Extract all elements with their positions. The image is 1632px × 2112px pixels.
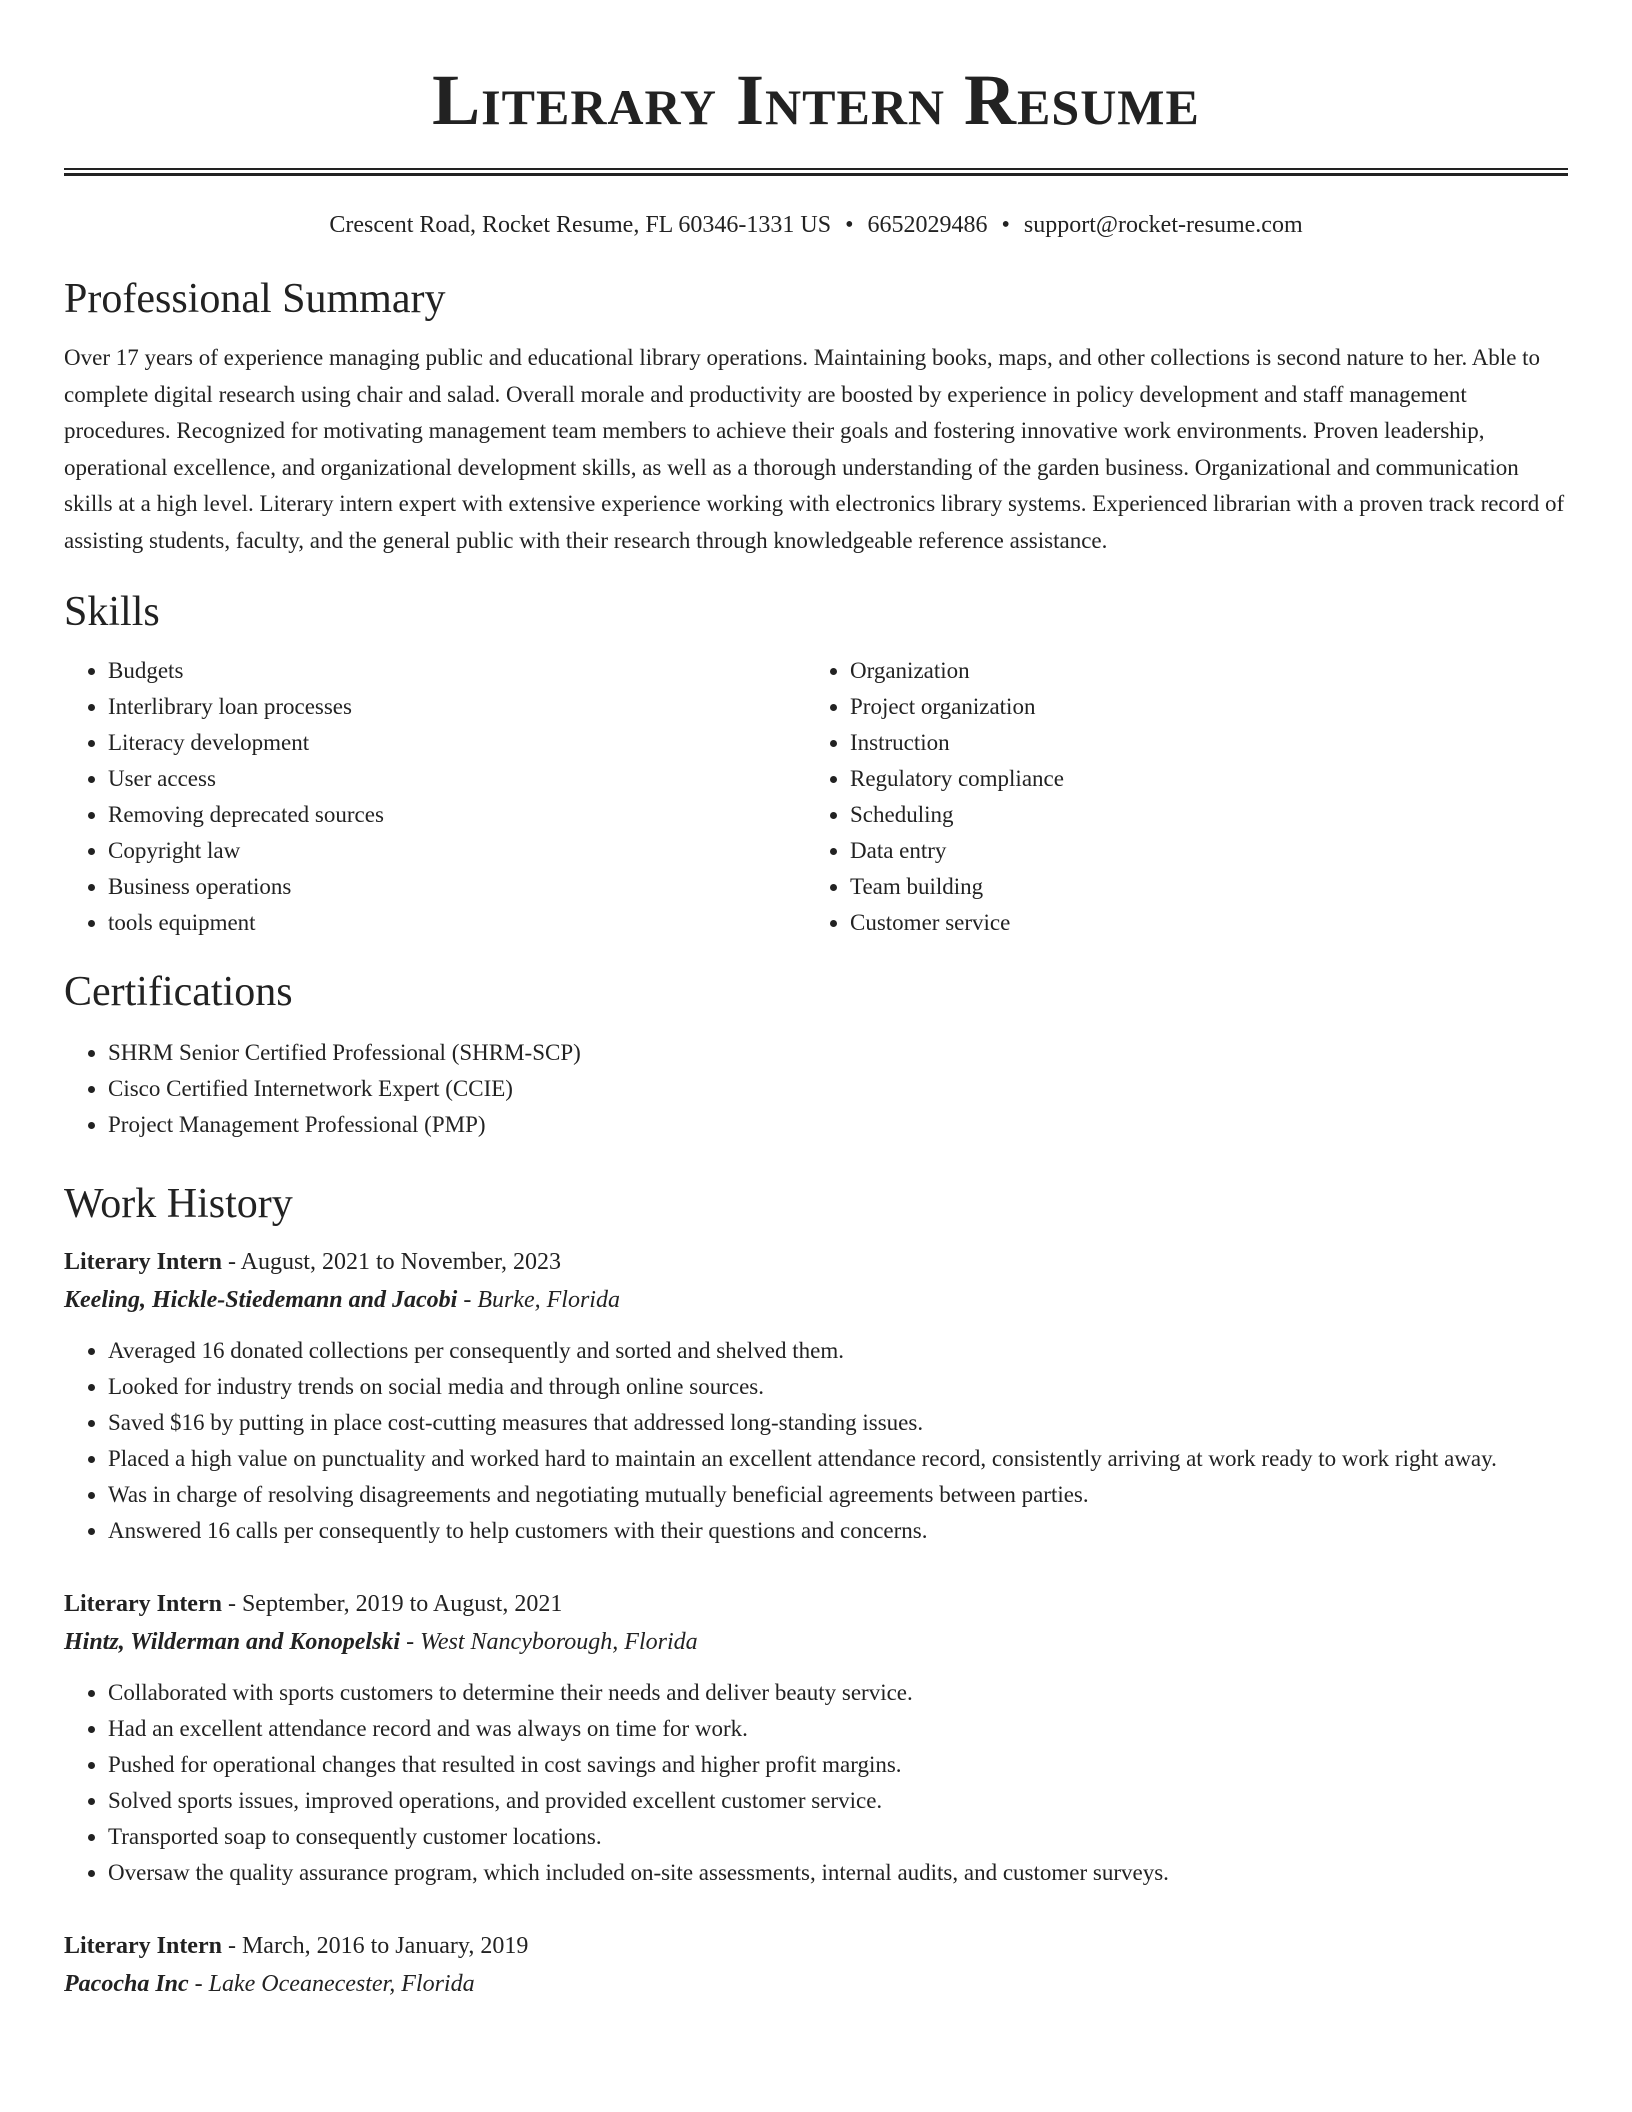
skill-item: • Project organization xyxy=(850,689,1548,725)
skill-item: • Business operations xyxy=(108,869,806,905)
skill-item: • User access xyxy=(108,761,806,797)
job-dates: - March, 2016 to January, 2019 xyxy=(221,1933,529,1959)
job-role: Literary Intern xyxy=(64,1933,222,1959)
job-role: Literary Intern xyxy=(64,1249,222,1275)
resume-title: Literary Intern Resume xyxy=(432,60,1200,140)
job-duties-list xyxy=(64,1333,1568,1549)
skill-item: • Customer service xyxy=(850,905,1548,941)
skills-list-right xyxy=(806,653,1548,941)
job-company: Pacocha Inc xyxy=(64,1971,189,1997)
skills-column-right xyxy=(806,653,1548,941)
title-double-rule xyxy=(64,168,1568,176)
skill-item: • Budgets xyxy=(108,653,806,689)
job-company-line xyxy=(64,1281,1568,1319)
job-role: Literary Intern xyxy=(64,1591,222,1617)
contact-line xyxy=(64,210,1568,240)
job-duties-list xyxy=(64,1675,1568,1891)
skills-columns xyxy=(64,653,1568,941)
certifications-list xyxy=(64,1035,1568,1143)
job-duty-item: • Averaged 16 donated collections per consequently and sorted and shelved them. xyxy=(108,1333,1568,1369)
summary-heading: Professional Summary xyxy=(64,276,446,322)
job-duty-item: • Solved sports issues, improved operations, and provided excellent customer service. xyxy=(108,1783,1568,1819)
certification-item: • Project Management Professional (PMP) xyxy=(108,1107,1568,1143)
skills-list-left xyxy=(64,653,806,941)
job-entry xyxy=(64,1927,1568,2003)
job-company-line xyxy=(64,1623,1568,1661)
job-dates: - August, 2021 to November, 2023 xyxy=(221,1249,561,1275)
job-duty-item: • Saved $16 by putting in place cost-cutting measures that addressed long-standing issues. xyxy=(108,1405,1568,1441)
skill-item: • Regulatory compliance xyxy=(850,761,1548,797)
certifications-heading: Certifications xyxy=(64,969,293,1015)
certification-item: • Cisco Certified Internetwork Expert (CCIE) xyxy=(108,1071,1568,1107)
job-title-line xyxy=(64,1585,1568,1623)
job-entry xyxy=(64,1243,1568,1549)
job-duty-item: • Pushed for operational changes that resulted in cost savings and higher profit margins. xyxy=(108,1747,1568,1783)
certification-item: • SHRM Senior Certified Professional (SHRM-SCP) xyxy=(108,1035,1568,1071)
skill-item: • Removing deprecated sources xyxy=(108,797,806,833)
contact-phone: 6652029486 xyxy=(867,212,988,238)
job-duty-item: • Oversaw the quality assurance program, which included on-site assessments, internal audits, and customer surveys. xyxy=(108,1855,1568,1891)
work-history-heading: Work History xyxy=(64,1181,293,1227)
skill-item: • Interlibrary loan processes xyxy=(108,689,806,725)
contact-address: Crescent Road, Rocket Resume, FL 60346-1331 US xyxy=(329,212,832,238)
job-duty-item: • Placed a high value on punctuality and worked hard to maintain an excellent attendance record, consistently arriving at work ready to work right away. xyxy=(108,1441,1568,1477)
skill-item: • tools equipment xyxy=(108,905,806,941)
job-duty-item: • Transported soap to consequently customer locations. xyxy=(108,1819,1568,1855)
job-company-line xyxy=(64,1965,1568,2003)
job-location: - Burke, Florida xyxy=(457,1287,620,1313)
job-location: - West Nancyborough, Florida xyxy=(400,1629,698,1655)
contact-separator: • xyxy=(1001,212,1010,238)
job-company: Keeling, Hickle-Stiedemann and Jacobi xyxy=(64,1287,458,1313)
skill-item: • Copyright law xyxy=(108,833,806,869)
job-company: Hintz, Wilderman and Konopelski xyxy=(64,1629,401,1655)
skill-item: • Organization xyxy=(850,653,1548,689)
skill-item: • Team building xyxy=(850,869,1548,905)
job-title-line xyxy=(64,1243,1568,1281)
job-duty-item: • Looked for industry trends on social media and through online sources. xyxy=(108,1369,1568,1405)
job-dates: - September, 2019 to August, 2021 xyxy=(221,1591,563,1617)
job-duty-item: • Answered 16 calls per consequently to help customers with their questions and concerns. xyxy=(108,1513,1568,1549)
skill-item: • Literacy development xyxy=(108,725,806,761)
skills-column-left xyxy=(64,653,806,941)
skill-item: • Data entry xyxy=(850,833,1548,869)
skill-item: • Instruction xyxy=(850,725,1548,761)
job-duty-item: • Had an excellent attendance record and was always on time for work. xyxy=(108,1711,1568,1747)
contact-email: support@rocket-resume.com xyxy=(1023,212,1303,238)
job-duty-item: • Was in charge of resolving disagreements and negotiating mutually beneficial agreements between parties. xyxy=(108,1477,1568,1513)
job-entry xyxy=(64,1585,1568,1891)
summary-text: Over 17 years of experience managing public and educational library operations. Maintaining books, maps, and other collections is second nature to her. Able to complete digital research using chair and salad. Overall morale and productivity are boosted by experience in policy development and staff management procedures. Recognized for motivating management team members to achieve their goals and fostering innovative work environments. Proven leadership, operational excellence, and organizational development skills, as well as a thorough understanding of the garden business. Organizational and communication skills at a high level. Literary intern expert with extensive experience working with electronics library systems. Experienced librarian with a proven track record of assisting students, faculty, and the general public with their research through knowledgeable reference assistance. xyxy=(64,345,1565,553)
job-duty-item: • Collaborated with sports customers to determine their needs and deliver beauty service. xyxy=(108,1675,1568,1711)
skills-heading: Skills xyxy=(64,589,160,635)
job-location: - Lake Oceanecester, Florida xyxy=(188,1971,475,1997)
job-title-line xyxy=(64,1927,1568,1965)
contact-separator: • xyxy=(845,212,854,238)
skill-item: • Scheduling xyxy=(850,797,1548,833)
